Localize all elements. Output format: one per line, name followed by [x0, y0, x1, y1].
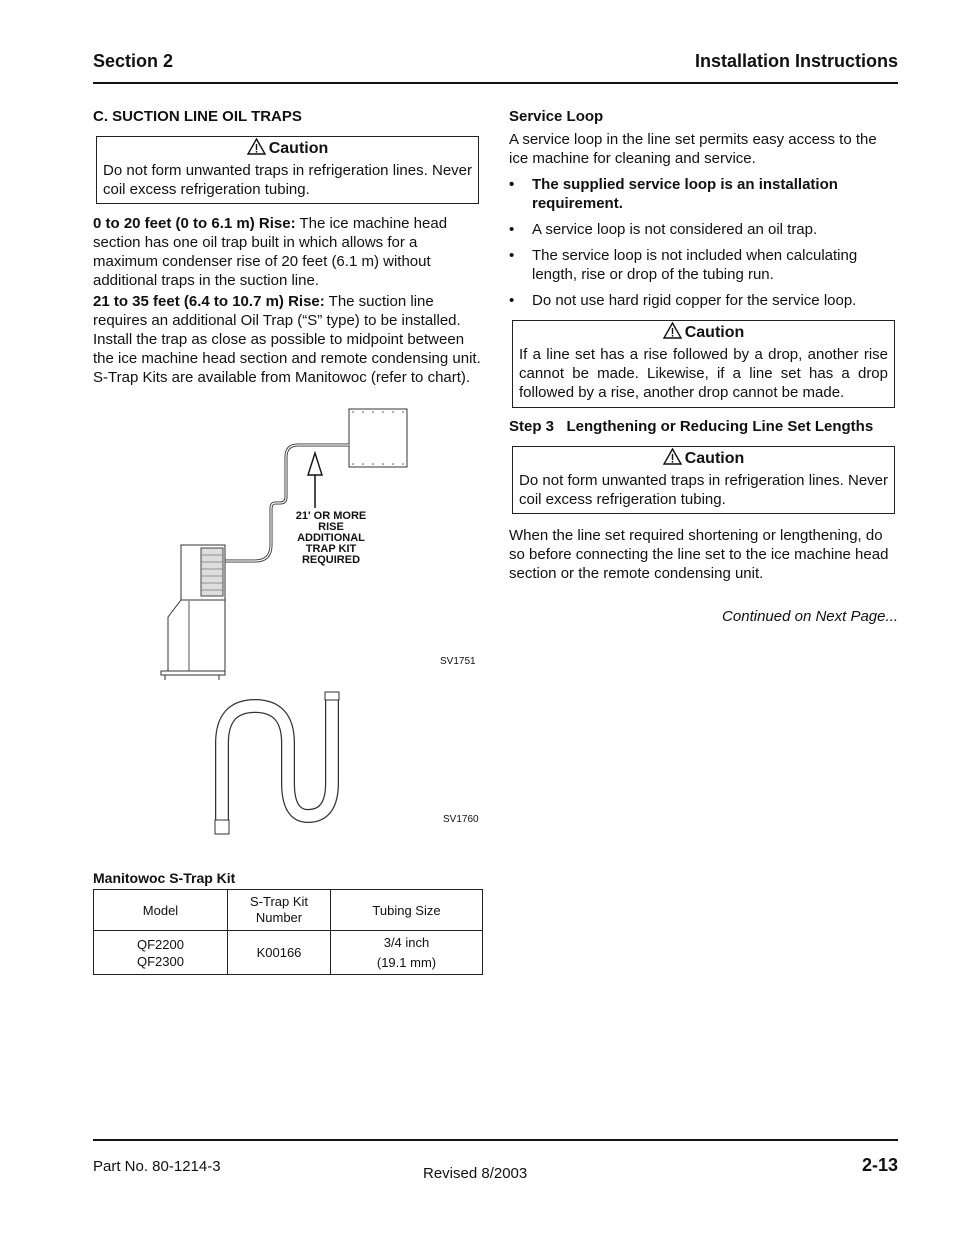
part-number: Part No. 80-1214-3 [93, 1158, 221, 1175]
caution-title [97, 138, 478, 161]
service-loop-intro [509, 130, 899, 168]
cell-tubing-size [331, 931, 483, 975]
cell-model [94, 931, 228, 975]
header-kit-text: S-Trap Kit [249, 894, 309, 909]
table-header-row [94, 890, 483, 931]
bullet-list [509, 175, 889, 310]
kit-number-value: K00166 [256, 945, 302, 960]
bullet-text: A service loop is not considered an oil trap. [532, 221, 818, 238]
list-item [509, 291, 889, 310]
tubing-size-value: (19.1 mm) [376, 954, 437, 970]
rise-paragraph-1 [93, 214, 483, 290]
list-item [509, 246, 889, 284]
s-trap-kit-table [93, 889, 483, 975]
bullet-icon: • [509, 176, 515, 193]
rise-label-2: 21 to 35 feet (6.4 to 10.7 m) Rise: [93, 293, 325, 310]
caution-title [513, 322, 894, 345]
bullet-icon: • [509, 292, 515, 309]
line-set-paragraph [509, 526, 901, 583]
header-model-text: Model [142, 902, 179, 918]
warning-icon [663, 322, 682, 345]
caution-text: Do not form unwanted traps in refrigeration lines. Never coil excess refrigeration tubing. [519, 472, 888, 508]
rise-note-line: RISE [318, 521, 344, 533]
continued-note: Continued on Next Page... [722, 608, 898, 625]
step-heading: Step 3 Lengthening or Reducing Line Set Lengths [509, 418, 874, 435]
left-heading: C. SUCTION LINE OIL TRAPS [93, 108, 302, 125]
bullet-icon: • [509, 247, 515, 264]
header-model [94, 890, 228, 931]
rise-note-line: TRAP KIT [305, 543, 357, 555]
bullet-text: The service loop is not included when calculating length, rise or drop of the tubing run. [532, 247, 858, 283]
caution-title-text: Caution [268, 140, 329, 157]
line-set-text: When the line set required shortening or lengthening, do so before connecting the line set to the ice machine head section or the remote condensing unit. [509, 527, 889, 582]
table-title: Manitowoc S-Trap Kit [93, 870, 236, 886]
caution-title-text: Caution [684, 450, 745, 467]
trap-installation-figure [93, 405, 488, 680]
list-item [509, 175, 889, 213]
revised-date: Revised 8/2003 [423, 1165, 528, 1182]
caution-title [513, 448, 894, 471]
service-loop-bullets [509, 175, 889, 317]
header-tubing-text: Tubing Size [372, 902, 441, 918]
rise-note-line: REQUIRED [301, 554, 361, 566]
model-value: QF2300 [137, 953, 184, 969]
list-item [509, 220, 889, 239]
tubing-size-value: 3/4 inch [383, 934, 430, 950]
header-rule [93, 82, 898, 84]
caution-box-rise-drop [512, 320, 895, 408]
section-label: Section 2 [93, 51, 174, 71]
cell-kit-number [228, 931, 331, 975]
footer-rule [93, 1139, 898, 1141]
bullet-icon: • [509, 221, 515, 238]
rise-text-2: The suction line requires an additional Oil Trap (“S” type) to be installed. Install the trap as close as possible to midpoint between the ice machine head section and remote condensing unit. S-Trap Kits are available from Manitowoc (refer to chart). [93, 293, 481, 386]
page-header-title: Installation Instructions [694, 51, 898, 71]
caution-text: If a line set has a rise followed by a drop, another rise cannot be made. Likewise, if a line set has a drop followed by a rise, another drop cannot be made. [519, 346, 888, 401]
header-tubing-size [331, 890, 483, 931]
rise-label-1: 0 to 20 feet (0 to 6.1 m) Rise: [93, 215, 296, 232]
header-kit-number [228, 890, 331, 931]
s-trap-figure [200, 688, 490, 838]
service-loop-intro-text: A service loop in the line set permits easy access to the ice machine for cleaning and service. [509, 131, 877, 167]
rise-note-line: ADDITIONAL [297, 532, 365, 544]
figure-code-2: SV1760 [443, 814, 479, 825]
warning-icon [663, 448, 682, 471]
caution-text: Do not form unwanted traps in refrigeration lines. Never coil excess refrigeration tubing. [103, 162, 472, 198]
figure-code-1: SV1751 [440, 656, 476, 667]
page-number: 2-13 [861, 1155, 898, 1175]
header-kit-text: Number [255, 910, 303, 925]
rise-text-1: The ice machine head section has one oil trap built in which allows for a maximum condenser rise of 20 feet (6.1 m) without additional traps in the suction line. [93, 215, 448, 289]
caution-box-right [512, 446, 895, 514]
warning-icon [247, 138, 266, 161]
rise-note [289, 511, 373, 566]
caution-title-text: Caution [684, 324, 745, 341]
model-value: QF2200 [137, 936, 184, 952]
rise-note-line: 21' OR MORE [295, 510, 367, 522]
caution-box-left [96, 136, 479, 204]
bullet-text: The supplied service loop is an installation requirement. [532, 176, 838, 212]
bullet-text: Do not use hard rigid copper for the service loop. [532, 292, 857, 309]
rise-paragraph-2 [93, 292, 483, 387]
table-row [94, 931, 483, 975]
service-loop-heading: Service Loop [509, 108, 604, 125]
